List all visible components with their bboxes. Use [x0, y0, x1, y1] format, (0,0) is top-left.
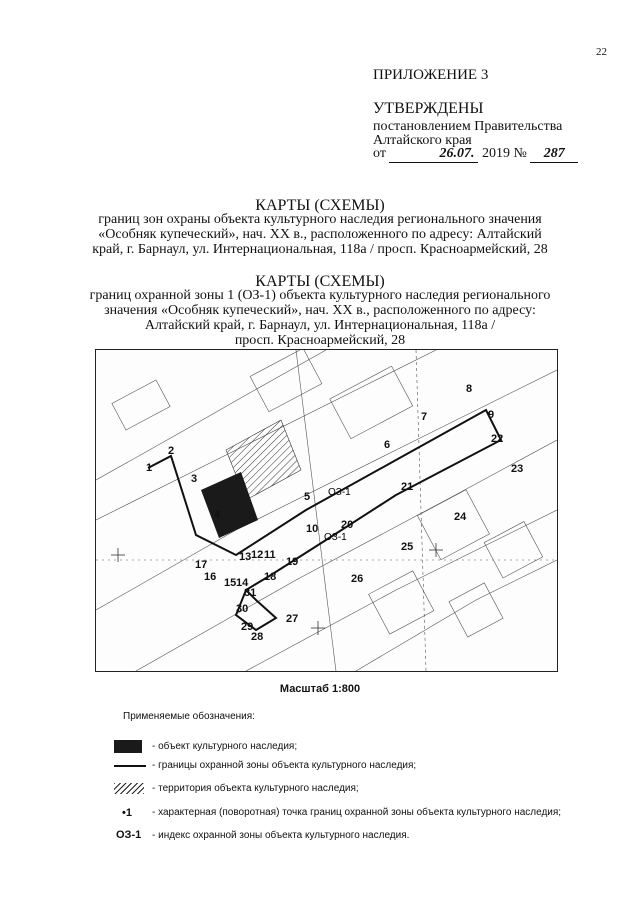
boundary-point-5: 5	[304, 491, 311, 503]
section2-line3: Алтайский край, г. Барнаул, ул. Интернациональная, 118а /	[144, 318, 496, 333]
section2-line2: значения «Особняк купеческий», нач. XX в., расположенного по адресу:	[104, 303, 536, 318]
boundary-point-20: 20	[341, 519, 354, 531]
boundary-point-18: 18	[264, 571, 277, 583]
boundary-point-15: 15	[224, 577, 237, 589]
section2-title: КАРТЫ (СХЕМЫ)	[255, 273, 385, 290]
boundary-point-23: 23	[511, 463, 524, 475]
section1-title: КАРТЫ (СХЕМЫ)	[255, 197, 385, 214]
legend-point-text: - характерная (поворотная) точка границ охранной зоны объекта культурного наследия;	[152, 807, 562, 818]
decree-number: 287	[530, 146, 578, 163]
boundary-point-30: 30	[236, 603, 249, 615]
boundary-point-9: 9	[488, 409, 495, 421]
boundary-point-2: 2	[168, 445, 175, 457]
boundary-point-16: 16	[204, 571, 217, 583]
legend-territory-hatch	[114, 783, 144, 794]
date-prefix: от	[373, 146, 386, 161]
legend-index-symbol: ОЗ-1	[116, 829, 142, 841]
boundary-point-labels	[146, 383, 523, 643]
legend-boundary-text: - границы охранной зоны объекта культурного наследия;	[152, 760, 417, 771]
zone-index-label-2: ОЗ-1	[324, 532, 347, 543]
boundary-point-24: 24	[454, 511, 467, 523]
boundary-point-22: 22	[491, 433, 504, 445]
decree-date-line	[373, 146, 578, 163]
boundary-point-14: 14	[236, 577, 249, 589]
boundary-point-27: 27	[286, 613, 299, 625]
boundary-point-10: 10	[306, 523, 319, 535]
boundary-point-28: 28	[251, 631, 264, 643]
boundary-point-1: 1	[146, 462, 153, 474]
legend-title: Применяемые обозначения:	[123, 711, 255, 722]
legend-territory-text: - территория объекта культурного наследия;	[152, 783, 359, 794]
boundary-point-19: 19	[286, 556, 299, 568]
boundary-point-13: 13	[239, 551, 252, 563]
approved-by-line1: постановлением Правительства	[373, 119, 563, 134]
boundary-point-25: 25	[401, 541, 414, 553]
boundary-point-21: 21	[401, 481, 414, 493]
decree-date: 26.07.	[389, 146, 478, 163]
cadastral-map	[95, 349, 558, 672]
grid-crosses	[111, 543, 443, 635]
boundary-point-29: 29	[241, 621, 254, 633]
boundary-point-17: 17	[195, 559, 208, 571]
map-drawing	[96, 350, 557, 671]
zone-boundary	[148, 410, 504, 630]
boundary-point-4: 4	[214, 509, 221, 521]
legend-point-symbol: •1	[122, 807, 132, 819]
legend-object-text: - объект культурного наследия;	[152, 741, 298, 752]
approved-heading: УТВЕРЖДЕНЫ	[373, 100, 484, 117]
decree-year: 2019 №	[478, 146, 527, 161]
section1-line3: край, г. Барнаул, ул. Интернациональная, 118а / просп. Красноармейский, 28	[92, 242, 548, 257]
section1-line1: границ зон охраны объекта культурного наследия регионального значения	[98, 212, 542, 227]
boundary-point-31: 31	[244, 587, 257, 599]
section2-line4: просп. Красноармейский, 28	[234, 333, 406, 348]
map-scale: Масштаб 1:800	[279, 683, 361, 695]
boundary-point-6: 6	[384, 439, 391, 451]
approved-by-line2: Алтайского края	[373, 133, 472, 148]
legend-boundary-line	[114, 765, 146, 767]
boundary-point-3: 3	[191, 473, 198, 485]
boundary-point-7: 7	[421, 411, 428, 423]
appendix-title: ПРИЛОЖЕНИЕ 3	[373, 67, 489, 83]
boundary-point-8: 8	[466, 383, 473, 395]
zone-index-label: ОЗ-1	[328, 487, 351, 498]
boundary-point-11: 11	[264, 549, 276, 561]
section2-line1: границ охранной зоны 1 (ОЗ-1) объекта культурного наследия регионального	[89, 288, 551, 303]
boundary-point-12: 12	[251, 549, 264, 561]
section1-line2: «Особняк купеческий», нач. XX в., расположенного по адресу: Алтайский	[98, 227, 542, 242]
legend-object-swatch	[114, 740, 142, 753]
boundary-point-26: 26	[351, 573, 364, 585]
map-parcels	[96, 350, 557, 671]
page-number: 22	[596, 46, 607, 58]
legend-index-text: - индекс охранной зоны объекта культурного наследия.	[152, 830, 410, 841]
